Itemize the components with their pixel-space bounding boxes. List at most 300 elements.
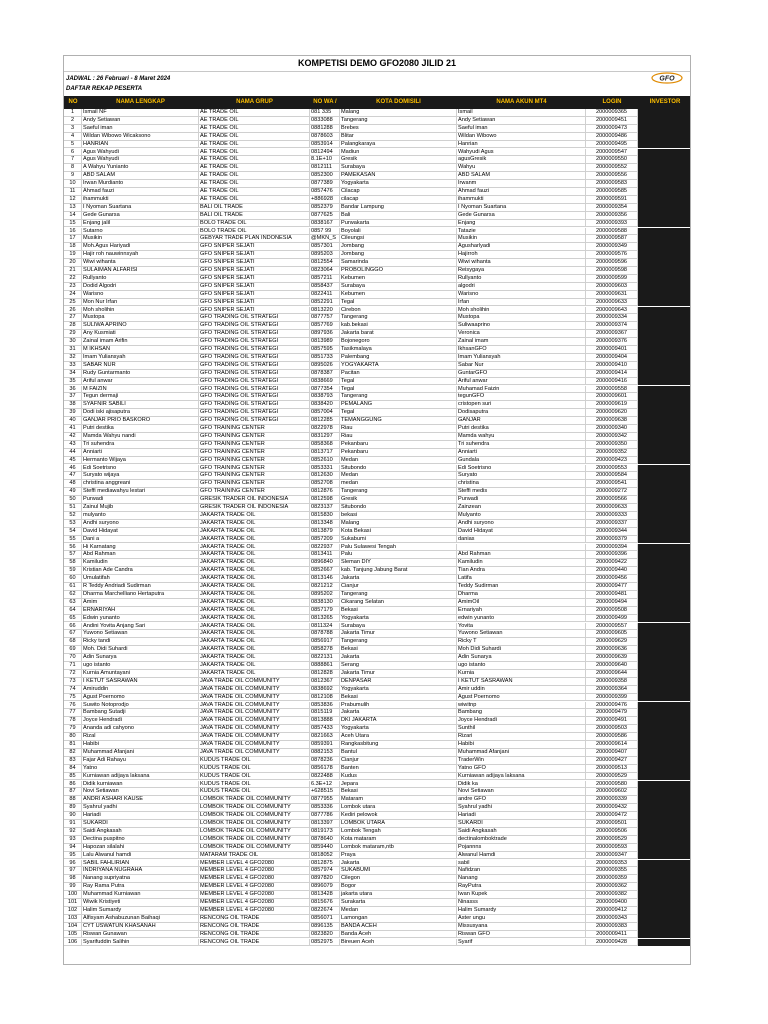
- cell-login: 2000009550: [586, 156, 638, 164]
- cell-login: 2000009558: [586, 386, 638, 394]
- cell-investor: [638, 725, 691, 733]
- cell-nama-lengkap: Lalu Alwanul hamdi: [82, 852, 199, 860]
- table-row: [64, 551, 690, 559]
- cell-nama-grup: GFO SNIPER SEJATI: [199, 243, 310, 251]
- cell-no: 58: [64, 559, 82, 567]
- cell-investor: [638, 844, 691, 852]
- cell-investor: [638, 575, 691, 583]
- cell-login: 2000009479: [586, 709, 638, 717]
- cell-nama-lengkap: Rullyanto: [82, 275, 199, 283]
- cell-investor: [638, 322, 691, 330]
- cell-nama-lengkap: Mon Nur Irfan: [82, 299, 199, 307]
- table-row: [64, 354, 690, 362]
- cell-nama-lengkap: Edi Soetrisno: [82, 465, 199, 473]
- table-row: [64, 733, 690, 741]
- cell-no: 12: [64, 196, 82, 204]
- cell-nama-grup: GFO SNIPER SEJATI: [199, 307, 310, 315]
- cell-no: 49: [64, 488, 82, 496]
- cell-investor: [638, 875, 691, 883]
- cell-nama-lengkap: Edwin yunanto: [82, 615, 199, 623]
- cell-no-wa: 0851733: [310, 354, 340, 362]
- table-row: [64, 370, 690, 378]
- table-row: [64, 583, 690, 591]
- cell-no-wa: 0896135: [310, 923, 340, 931]
- cell-login: 2000009481: [586, 591, 638, 599]
- cell-login: 2000009399: [586, 694, 638, 702]
- cell-nama-grup: JAKARTA TRADE OIL: [199, 520, 310, 528]
- cell-no-wa: 0819173: [310, 828, 340, 836]
- table-row: [64, 741, 690, 749]
- cell-no: 45: [64, 457, 82, 465]
- cell-no-wa: 0857179: [310, 607, 340, 615]
- cell-akun-mt4: Imam Yuliansyah: [457, 354, 586, 362]
- cell-kota: Aceh Utara: [340, 733, 457, 741]
- cell-no-wa: 0857211: [310, 275, 340, 283]
- cell-no-wa: 0852975: [310, 939, 340, 947]
- cell-no: 89: [64, 804, 82, 812]
- cell-nama-grup: KUDUS TRADE OIL: [199, 773, 310, 781]
- table-row: [64, 172, 690, 180]
- cell-nama-grup: JAVA TRADE OIL COMMUNITY: [199, 749, 310, 757]
- table-row: [64, 196, 690, 204]
- cell-no: 106: [64, 939, 82, 947]
- cell-no: 41: [64, 425, 82, 433]
- cell-login: 2000009503: [586, 725, 638, 733]
- gfo-logo: [650, 70, 684, 86]
- cell-nama-lengkap: Putri destika: [82, 425, 199, 433]
- cell-nama-grup: JAKARTA TRADE OIL: [199, 551, 310, 559]
- table-row: [64, 362, 690, 370]
- cell-no-wa: 0813888: [310, 717, 340, 725]
- table-row: [64, 409, 690, 417]
- cell-akun-mt4: Mustopa: [457, 314, 586, 322]
- cell-investor: [638, 939, 691, 947]
- cell-no-wa: 0823820: [310, 931, 340, 939]
- cell-nama-lengkap: Tri suhendra: [82, 441, 199, 449]
- cell-kota: Kebumen: [340, 275, 457, 283]
- cell-kota: Bojonegoro: [340, 338, 457, 346]
- cell-investor: [638, 109, 691, 117]
- cell-nama-lengkap: CYT USWATUN KHASANAH: [82, 923, 199, 931]
- table-row: [64, 346, 690, 354]
- cell-nama-grup: GFO TRADING OIL STRATEGI: [199, 354, 310, 362]
- cell-investor: [638, 354, 691, 362]
- cell-akun-mt4: sabil: [457, 860, 586, 868]
- cell-nama-grup: AE TRADE OIL: [199, 117, 310, 125]
- cell-kota: Bekasi: [340, 694, 457, 702]
- cell-login: 2000009432: [586, 804, 638, 812]
- cell-login: 2000009411: [586, 931, 638, 939]
- cell-nama-lengkap: Riswan Gunawan: [82, 931, 199, 939]
- cell-akun-mt4: Anniarti: [457, 449, 586, 457]
- table-row: [64, 338, 690, 346]
- cell-akun-mt4: Iwan Kupek: [457, 891, 586, 899]
- cell-login: 2000009367: [586, 330, 638, 338]
- cell-akun-mt4: Nanang: [457, 875, 586, 883]
- cell-login: 2000009620: [586, 409, 638, 417]
- cell-investor: [638, 599, 691, 607]
- cell-nama-lengkap: Mustopa: [82, 314, 199, 322]
- cell-no-wa: 0897820: [310, 875, 340, 883]
- cell-kota: Lombok utara: [340, 804, 457, 812]
- cell-login: 2000009639: [586, 654, 638, 662]
- cell-no: 63: [64, 599, 82, 607]
- cell-investor: [638, 907, 691, 915]
- cell-login: 2000009513: [586, 765, 638, 773]
- cell-investor: [638, 607, 691, 615]
- cell-kota: Tangerang: [340, 393, 457, 401]
- cell-akun-mt4: Zainal imam: [457, 338, 586, 346]
- cell-login: 2000009580: [586, 781, 638, 789]
- cell-akun-mt4: IkhsanGFO: [457, 346, 586, 354]
- cell-nama-lengkap: Kristian Ade Candra: [82, 567, 199, 575]
- cell-akun-mt4: Hanrian: [457, 141, 586, 149]
- cell-akun-mt4: Moh sholihin: [457, 307, 586, 315]
- table-row: [64, 599, 690, 607]
- cell-login: 2000009407: [586, 749, 638, 757]
- cell-nama-lengkap: Alfisyam Ashabuzunan Baihaqi: [82, 915, 199, 923]
- cell-akun-mt4: Steffi medis: [457, 488, 586, 496]
- cell-akun-mt4: Dodisaputra: [457, 409, 586, 417]
- col-header-akun-mt4: NAMA AKUN MT4: [496, 99, 547, 105]
- cell-no: 50: [64, 496, 82, 504]
- cell-investor: [638, 488, 691, 496]
- cell-nama-grup: LOMBOK TRADE OIL COMMUNITY: [199, 820, 310, 828]
- cell-nama-lengkap: Saeful iman: [82, 125, 199, 133]
- cell-akun-mt4: Rizari: [457, 733, 586, 741]
- cell-login: 2000009333: [586, 512, 638, 520]
- cell-no: 15: [64, 220, 82, 228]
- cell-no: 34: [64, 370, 82, 378]
- cell-akun-mt4: cristopen suri: [457, 401, 586, 409]
- cell-no: 35: [64, 378, 82, 386]
- cell-kota: Yogyakarta: [340, 725, 457, 733]
- cell-no: 28: [64, 322, 82, 330]
- cell-no-wa: 0859440: [310, 844, 340, 852]
- cell-akun-mt4: Alwanul Hamdi: [457, 852, 586, 860]
- table-row: [64, 275, 690, 283]
- table-row: [64, 781, 690, 789]
- cell-nama-lengkap: Gede Gunarsa: [82, 212, 199, 220]
- cell-no: 8: [64, 164, 82, 172]
- cell-nama-lengkap: Muhammad Kurniawan: [82, 891, 199, 899]
- cell-no-wa: 0852291: [310, 299, 340, 307]
- cell-investor: [638, 567, 691, 575]
- cell-kota: Jakarta: [340, 709, 457, 717]
- cell-kota: Yogyakarta: [340, 686, 457, 694]
- cell-akun-mt4: Dharma: [457, 591, 586, 599]
- cell-nama-lengkap: ERNARIYAH: [82, 607, 199, 615]
- cell-investor: [638, 536, 691, 544]
- cell-no: 100: [64, 891, 82, 899]
- cell-akun-mt4: agusGresik: [457, 156, 586, 164]
- cell-kota: Riau: [340, 433, 457, 441]
- cell-nama-lengkap: Fajar Adi Rahayu: [82, 757, 199, 765]
- cell-nama-lengkap: Mamda Wahyu nandi: [82, 433, 199, 441]
- cell-kota: Palu: [340, 551, 457, 559]
- cell-akun-mt4: Irwanm: [457, 180, 586, 188]
- cell-investor: [638, 362, 691, 370]
- cell-nama-lengkap: Habibi: [82, 741, 199, 749]
- cell-no-wa: 0852610: [310, 457, 340, 465]
- cell-nama-grup: AE TRADE OIL: [199, 156, 310, 164]
- cell-no-wa: 0815830: [310, 512, 340, 520]
- cell-no: 98: [64, 875, 82, 883]
- col-header-nama-grup: NAMA GRUP: [236, 99, 273, 105]
- cell-nama-lengkap: Musikin: [82, 235, 199, 243]
- cell-nama-lengkap: Saidi Angkasah: [82, 828, 199, 836]
- cell-nama-grup: AE TRADE OIL: [199, 149, 310, 157]
- cell-kota: Jombang: [340, 251, 457, 259]
- cell-nama-lengkap: ugo istanto: [82, 662, 199, 670]
- cell-kota: Medan: [340, 907, 457, 915]
- cell-nama-lengkap: Ricky tandi: [82, 638, 199, 646]
- col-header-login: LOGIN: [602, 99, 622, 105]
- cell-investor: [638, 828, 691, 836]
- cell-no: 61: [64, 583, 82, 591]
- cell-nama-grup: GFO TRAINING CENTER: [199, 465, 310, 473]
- cell-investor: [638, 307, 691, 315]
- cell-no: 14: [64, 212, 82, 220]
- cell-no-wa: 0857 99: [310, 228, 340, 236]
- cell-nama-grup: JAKARTA TRADE OIL: [199, 646, 310, 654]
- cell-kota: Bekasi: [340, 607, 457, 615]
- cell-no-wa: 0857476: [310, 188, 340, 196]
- cell-investor: [638, 409, 691, 417]
- cell-akun-mt4: Amir uddin: [457, 686, 586, 694]
- cell-investor: [638, 259, 691, 267]
- cell-kota: Tegal: [340, 378, 457, 386]
- cell-no-wa: 0823064: [310, 267, 340, 275]
- cell-kota: Medan: [340, 457, 457, 465]
- table-row: [64, 788, 690, 796]
- cell-nama-lengkap: Wildan Wibowo Wicaksono: [82, 133, 199, 141]
- cell-investor: [638, 425, 691, 433]
- cell-no: 90: [64, 812, 82, 820]
- cell-login: 2000009428: [586, 939, 638, 947]
- cell-investor: [638, 765, 691, 773]
- cell-kota: Rangkasbitung: [340, 741, 457, 749]
- cell-nama-grup: JAVA TRADE OIL COMMUNITY: [199, 702, 310, 710]
- cell-investor: [638, 314, 691, 322]
- table-row: [64, 860, 690, 868]
- cell-no: 81: [64, 741, 82, 749]
- cell-kota: Kota Bekasi: [340, 528, 457, 536]
- cell-nama-lengkap: Dani a: [82, 536, 199, 544]
- cell-nama-lengkap: Adin Sunarya: [82, 654, 199, 662]
- cell-nama-grup: GFO TRADING OIL STRATEGI: [199, 362, 310, 370]
- cell-investor: [638, 899, 691, 907]
- cell-kota: Tegal: [340, 386, 457, 394]
- cell-nama-lengkap: Hermanto Wijaya: [82, 457, 199, 465]
- cell-login: 2000009393: [586, 220, 638, 228]
- table-row: [64, 899, 690, 907]
- table-row: [64, 607, 690, 615]
- cell-no: 18: [64, 243, 82, 251]
- cell-no-wa: 0831297: [310, 433, 340, 441]
- cell-kota: Malang: [340, 520, 457, 528]
- table-row: [64, 283, 690, 291]
- cell-nama-lengkap: Joyce Hendradi: [82, 717, 199, 725]
- cell-no: 57: [64, 551, 82, 559]
- cell-investor: [638, 559, 691, 567]
- schedule-text: JADWAL : 26 Februari - 8 Maret 2024: [66, 76, 171, 82]
- cell-no-wa: 0821663: [310, 733, 340, 741]
- cell-nama-lengkap: Warisno: [82, 291, 199, 299]
- cell-nama-grup: JAKARTA TRADE OIL: [199, 583, 310, 591]
- cell-nama-grup: GFO SNIPER SEJATI: [199, 291, 310, 299]
- cell-investor: [638, 638, 691, 646]
- table-row: [64, 378, 690, 386]
- cell-investor: [638, 125, 691, 133]
- table-row: [64, 536, 690, 544]
- cell-no-wa: 0877625: [310, 212, 340, 220]
- cell-kota: Madiun: [340, 149, 457, 157]
- cell-kota: SUKABUMI: [340, 867, 457, 875]
- table-row: [64, 156, 690, 164]
- cell-no: 44: [64, 449, 82, 457]
- cell-no: 32: [64, 354, 82, 362]
- cell-no: 52: [64, 512, 82, 520]
- cell-nama-grup: GRESIK TRADER OIL INDONESIA: [199, 496, 310, 504]
- cell-no: 7: [64, 156, 82, 164]
- cell-investor: [638, 836, 691, 844]
- cell-investor: [638, 544, 691, 552]
- cell-investor: [638, 891, 691, 899]
- cell-nama-grup: JAVA TRADE OIL COMMUNITY: [199, 686, 310, 694]
- cell-login: 2000009494: [586, 599, 638, 607]
- table-row: [64, 480, 690, 488]
- cell-no: 99: [64, 883, 82, 891]
- table-row: [64, 393, 690, 401]
- cell-akun-mt4: edwin yunanto: [457, 615, 586, 623]
- cell-login: 2000009350: [586, 441, 638, 449]
- cell-investor: [638, 220, 691, 228]
- table-row: [64, 117, 690, 125]
- cell-no: 94: [64, 844, 82, 852]
- cell-login: 2000009362: [586, 883, 638, 891]
- cell-investor: [638, 923, 691, 931]
- table-row: [64, 465, 690, 473]
- cell-no-wa: 0853836: [310, 702, 340, 710]
- cell-kota: Blitar: [340, 133, 457, 141]
- cell-investor: [638, 741, 691, 749]
- cell-login: 2000009477: [586, 583, 638, 591]
- cell-kota: Medan: [340, 472, 457, 480]
- cell-no: 67: [64, 630, 82, 638]
- cell-investor: [638, 449, 691, 457]
- cell-akun-mt4: Abd Rahman: [457, 551, 586, 559]
- cell-login: 2000009423: [586, 457, 638, 465]
- cell-no-wa: 0857004: [310, 409, 340, 417]
- cell-investor: [638, 804, 691, 812]
- cell-nama-lengkap: Halim Sumardy: [82, 907, 199, 915]
- cell-nama-grup: LOMBOK TRADE OIL COMMUNITY: [199, 844, 310, 852]
- table-row: [64, 449, 690, 457]
- cell-login: 2000009631: [586, 291, 638, 299]
- cell-no: 97: [64, 867, 82, 875]
- cell-no: 13: [64, 204, 82, 212]
- cell-login: 2000009629: [586, 638, 638, 646]
- cell-kota: BANDA ACEH: [340, 923, 457, 931]
- cell-nama-grup: JAVA TRADE OIL COMMUNITY: [199, 741, 310, 749]
- cell-no: 21: [64, 267, 82, 275]
- cell-nama-lengkap: Purwadi: [82, 496, 199, 504]
- cell-nama-grup: MEMBER LEVEL 4 GFO2080: [199, 875, 310, 883]
- cell-nama-lengkap: Wiwi wihanta: [82, 259, 199, 267]
- table-row: [64, 875, 690, 883]
- cell-investor: [638, 291, 691, 299]
- cell-nama-grup: GFO TRADING OIL STRATEGI: [199, 346, 310, 354]
- cell-kota: jakarta utara: [340, 891, 457, 899]
- cell-akun-mt4: Halim Sumardy: [457, 907, 586, 915]
- cell-no-wa: 0857595: [310, 346, 340, 354]
- cell-nama-lengkap: Bambang Sutadji: [82, 709, 199, 717]
- cell-nama-grup: GFO TRADING OIL STRATEGI: [199, 393, 310, 401]
- cell-no-wa: 0812108: [310, 694, 340, 702]
- cell-no-wa: 0838793: [310, 393, 340, 401]
- cell-investor: [638, 915, 691, 923]
- cell-no-wa: 0856178: [310, 765, 340, 773]
- cell-no: 3: [64, 125, 82, 133]
- cell-akun-mt4: Tian Andra: [457, 567, 586, 575]
- cell-akun-mt4: Sabar Nur: [457, 362, 586, 370]
- cell-no: 92: [64, 828, 82, 836]
- cell-nama-grup: JAKARTA TRADE OIL: [199, 630, 310, 638]
- cell-no: 82: [64, 749, 82, 757]
- cell-login: 2000009339: [586, 796, 638, 804]
- table-header: [64, 96, 690, 109]
- col-header-investor: INVESTOR: [649, 99, 681, 105]
- cell-login: 2000009486: [586, 133, 638, 141]
- cell-akun-mt4: dectinalomboktrade: [457, 836, 586, 844]
- table-row: [64, 386, 690, 394]
- cell-no-wa: 0813989: [310, 338, 340, 346]
- cell-login: 2000009400: [586, 899, 638, 907]
- cell-nama-grup: GFO TRAINING CENTER: [199, 441, 310, 449]
- cell-no: 78: [64, 717, 82, 725]
- table-row: [64, 883, 690, 891]
- cell-nama-lengkap: HANRIAN: [82, 141, 199, 149]
- cell-investor: [638, 852, 691, 860]
- table-row: [64, 512, 690, 520]
- table-row: [64, 915, 690, 923]
- cell-akun-mt4: Reisygaya: [457, 267, 586, 275]
- cell-nama-lengkap: Moh.Agus Hariyadi: [82, 243, 199, 251]
- cell-no-wa: 0812828: [310, 670, 340, 678]
- cell-akun-mt4: Putri destika: [457, 425, 586, 433]
- cell-login: 2000009359: [586, 875, 638, 883]
- cell-kota: Samarinda: [340, 259, 457, 267]
- cell-no: 85: [64, 773, 82, 781]
- cell-kota: Bekasi: [340, 788, 457, 796]
- cell-nama-grup: JAKARTA TRADE OIL: [199, 536, 310, 544]
- cell-nama-grup: AE TRADE OIL: [199, 188, 310, 196]
- cell-no-wa: 0833088: [310, 117, 340, 125]
- cell-akun-mt4: [457, 544, 586, 552]
- table-row: [64, 212, 690, 220]
- cell-investor: [638, 702, 691, 710]
- table-row: [64, 528, 690, 536]
- cell-akun-mt4: Suliwaaprino: [457, 322, 586, 330]
- table-row: [64, 544, 690, 552]
- table-row: [64, 765, 690, 773]
- cell-nama-lengkap: Agus Wahyudi: [82, 156, 199, 164]
- cell-no-wa: 0881288: [310, 125, 340, 133]
- cell-kota: Tangerang: [340, 638, 457, 646]
- cell-login: 2000009456: [586, 575, 638, 583]
- cell-akun-mt4: christina: [457, 480, 586, 488]
